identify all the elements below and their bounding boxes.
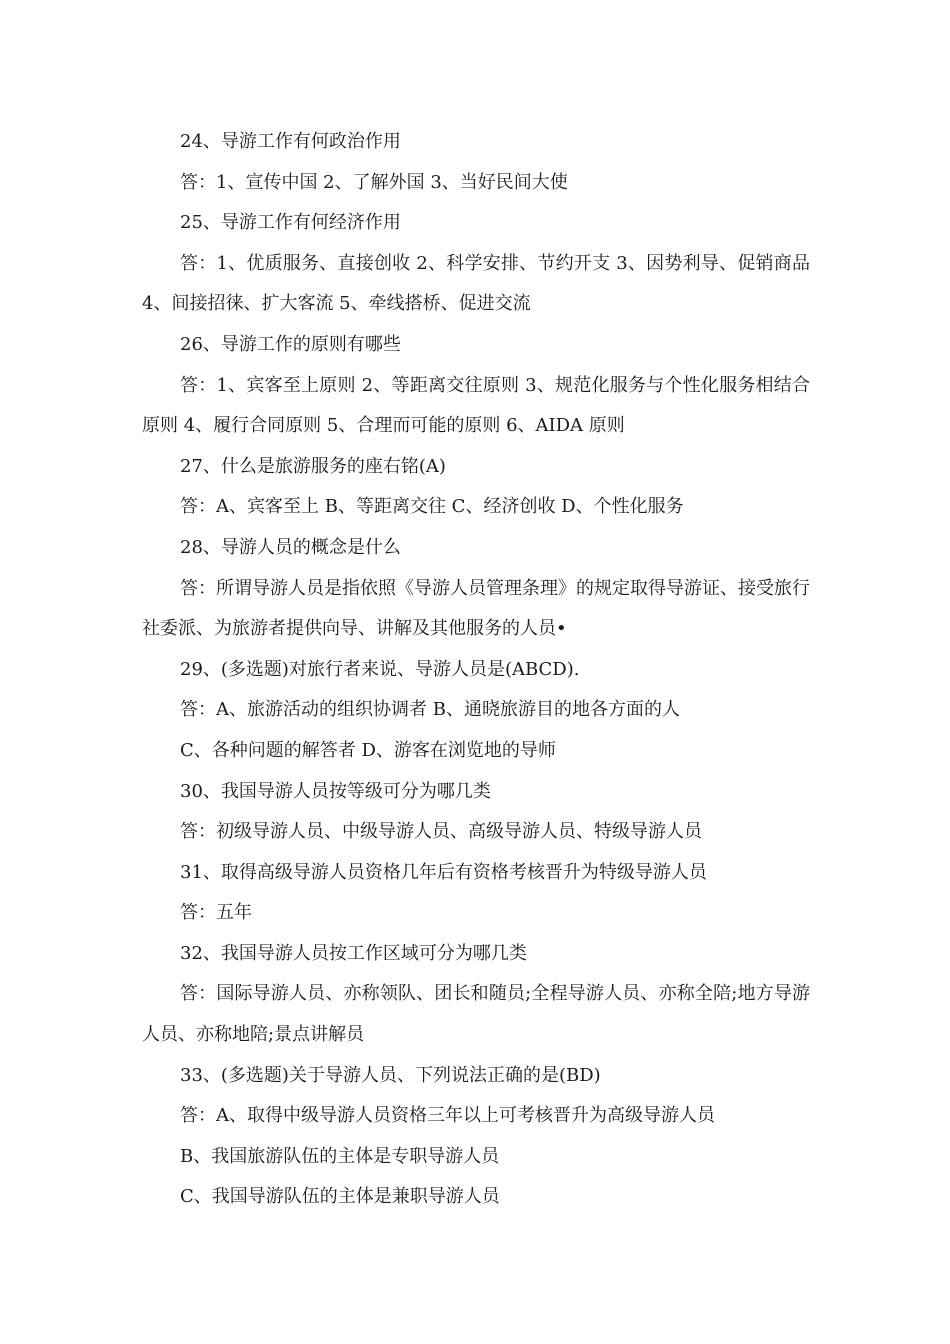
- answer-33-option-b: B、我国旅游队伍的主体是专职导游人员: [180, 1145, 500, 1167]
- answer-31: 答：五年: [180, 902, 252, 924]
- question-26: 26、导游工作的原则有哪些: [180, 333, 401, 355]
- answer-29-line-2: C、各种问题的解答者 D、游客在浏览地的导师: [180, 739, 556, 761]
- answer-27: 答：A、宾客至上 B、等距离交往 C、经济创收 D、个性化服务: [180, 496, 684, 518]
- answer-26: 答：1、宾客至上原则 2、等距离交往原则 3、规范化服务与个性化服务相结合原则 4、履行合同原则 5、合理而可能的原则 6、AIDA 原则: [142, 374, 810, 437]
- question-24: 24、导游工作有何政治作用: [180, 131, 401, 152]
- answer-33-option-a: 答：A、取得中级导游人员资格三年以上可考核晋升为高级导游人员: [180, 1105, 715, 1127]
- question-32: 32、我国导游人员按工作区域可分为哪几类: [180, 942, 527, 964]
- answer-30: 答：初级导游人员、中级导游人员、高级导游人员、特级导游人员: [180, 821, 702, 843]
- question-30: 30、我国导游人员按等级可分为哪几类: [180, 780, 491, 802]
- answer-25: 答：1、优质服务、直接创收 2、科学安排、节约开支 3、因势利导、促销商品 4、间接招徕、扩大客流 5、牵线搭桥、促进交流: [142, 252, 810, 315]
- answer-32: 答：国际导游人员、亦称领队、团长和随员;全程导游人员、亦称全陪;地方导游人员、亦称地陪;景点讲解员: [142, 983, 810, 1046]
- question-25: 25、导游工作有何经济作用: [180, 212, 401, 234]
- document-body: [142, 122, 810, 1218]
- answer-33-option-c: C、我国导游队伍的主体是兼职导游人员: [180, 1186, 500, 1208]
- question-28: 28、导游人员的概念是什么: [180, 536, 401, 558]
- question-33: 33、(多选题)关于导游人员、下列说法正确的是(BD): [180, 1064, 601, 1086]
- question-27: 27、什么是旅游服务的座右铭(A): [180, 455, 446, 477]
- answer-24: 答：1、宣传中国 2、了解外国 3、当好民间大使: [180, 171, 568, 193]
- question-29: 29、(多选题)对旅行者来说、导游人员是(ABCD).: [180, 658, 580, 680]
- answer-29-line-1: 答：A、旅游活动的组织协调者 B、通晓旅游目的地各方面的人: [180, 699, 680, 721]
- answer-28: 答：所谓导游人员是指依照《导游人员管理条理》的规定取得导游证、接受旅行社委派、为旅游者提供向导、讲解及其他服务的人员•: [142, 577, 810, 640]
- question-31: 31、取得高级导游人员资格几年后有资格考核晋升为特级导游人员: [180, 861, 707, 883]
